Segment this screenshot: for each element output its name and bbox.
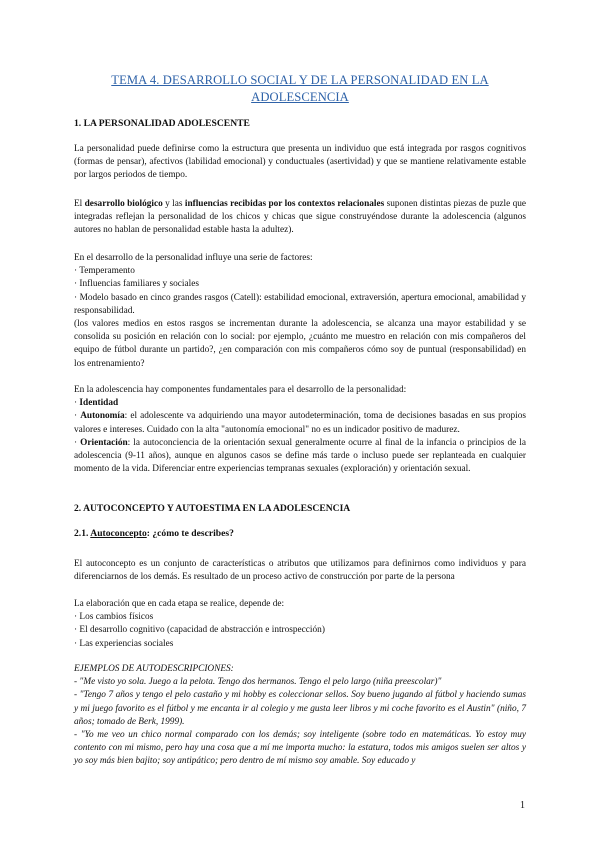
subsection-number: 2.1. <box>74 528 91 539</box>
paragraph-personalidad: La personalidad puede definirse como la estructura que presenta un individuo que está integrada por rasgos cognitivos (formas de pensar), afectivos (labilidad emocional) y conductuales (asertividad) y que se mantiene relativamente estable por largos periodos de tiempo. <box>74 144 526 181</box>
list-item: · Orientación: la autoconciencia de la orientación sexual generalmente ocurre al final de la infancia o principios de la adolescencia (9-11 años), aunque en algunos casos se define más tarde o incluso puede ser replanteada en cualquier momento de la vida. Diferenciar entre experiencias tempranas sexuales (exploración) y orientación sexual. <box>74 437 526 475</box>
list-item: · Temperamento <box>74 266 135 277</box>
bold-term: desarrollo biológico <box>84 199 163 209</box>
page-title: TEMA 4. DESARROLLO SOCIAL Y DE LA PERSONALIDAD EN LA ADOLESCENCIA <box>111 73 489 104</box>
list-item: · Modelo basado en cinco grandes rasgos (Catell): estabilidad emocional, extraversión, apertura emocional, amabilidad y responsabilidad. <box>74 292 526 316</box>
autonomia-text: : el adolescente va adquiriendo una mayor autodeterminación, toma de decisiones basadas en sus propios valores e intereses. Cuidado con la alta "autonomía emocional" no es un indicador positivo de madurez. <box>74 411 527 435</box>
orientacion-text: : la autoconciencia de la orientación sexual generalmente ocurre al final de la infancia o principios de la adolescencia (9-11 años), aunque en algunos casos se define más tarde o incluso puede ser replanteada en cualquier momento de la vida. Diferenciar entre experiencias tempranas sexuales (exploración) y orientación sexual. <box>74 437 526 475</box>
paragraph-desarrollo <box>74 198 526 238</box>
section-heading-1: 1. LA PERSONALIDAD ADOLESCENTE <box>74 118 250 129</box>
elaboracion-intro: La elaboración que en cada etapa se realice, depende de: <box>74 599 285 609</box>
examples-block <box>74 663 526 769</box>
list-item: · Las experiencias sociales <box>74 638 174 649</box>
examples-heading: EJEMPLOS DE AUTODESCRIPCIONES: <box>74 664 234 674</box>
page-number: 1 <box>520 800 525 811</box>
text-span: y las <box>162 199 185 209</box>
autonomia-term: Autonomía <box>80 411 125 422</box>
factors-intro: En el desarrollo de la personalidad influye una serie de factores: <box>74 253 313 263</box>
factors-note: (los valores medios en estos rasgos se incrementan durante la adolescencia, se alcanza una mayor estabilidad y se consolida su posición en relación con lo social: por ejemplo, ¿cuánto me muestro en relación con mis compañeros del equipo de fútbol durante un partido?, ¿en comparación con mis compañeros cómo soy de puntual (responsabilidad) en los entrenamiento? <box>74 319 526 369</box>
example-item: - "Tengo 7 años y tengo el pelo castaño y mi hobby es coleccionar sellos. Soy bueno jugando al fútbol y haciendo sumas y mi juego favorito es el fútbol y me encanta ir al colegio y me gusta leer libros y mi coche favorito es el Austin" (niño, 7 años; tomado de Berk, 1999). <box>74 690 526 727</box>
components-intro: En la adolescencia hay componentes fundamentales para el desarrollo de la personalidad: <box>74 385 407 395</box>
elaboracion-block <box>74 598 526 651</box>
factors-block <box>74 252 526 371</box>
components-block <box>74 384 526 476</box>
example-item: - "Yo me veo un chico normal comparado con los demás; soy inteligente (sobre todo en matemáticas. Yo estoy muy contento con mi mismo, pero hay una cosa que a mí me importa mucho: la estatura, todos mis amigos suelen ser altos y yo soy más bien bajito; soy antipático; pero dentro de mí mismo soy amable. Soy educado y <box>74 730 526 767</box>
paragraph-autoconcepto: El autoconcepto es un conjunto de características o atributos que utilizamos para definirnos como individuos y para diferenciarnos de los demás. Es resultado de un proceso activo de construcción por parte de la persona <box>74 559 526 583</box>
bold-term: influencias recibidas por los contextos relacionales <box>184 199 385 209</box>
orientacion-term: Orientación <box>80 437 128 448</box>
list-item: · Autonomía: el adolescente va adquiriendo una mayor autodeterminación, toma de decisiones basadas en sus propios valores e intereses. Cuidado con la alta "autonomía emocional" no es un indicador positivo de madurez. <box>74 411 527 435</box>
list-item: · El desarrollo cognitivo (capacidad de abstracción e introspección) <box>74 625 325 636</box>
example-item: - "Me visto yo sola. Juego a la pelota. Tengo dos hermanos. Tengo el pelo largo (niña preescolar)" <box>74 677 442 688</box>
subsection-heading-2-1 <box>74 528 234 539</box>
subsection-label: Autoconcepto <box>90 528 147 539</box>
list-item: · Influencias familiares y sociales <box>74 279 199 290</box>
list-item: · Identidad <box>74 398 119 409</box>
list-item: · Los cambios físicos <box>74 612 154 623</box>
text-span: El <box>74 199 85 209</box>
subsection-rest: : ¿cómo te describes? <box>146 528 234 539</box>
section-heading-2: 2. AUTOCONCEPTO Y AUTOESTIMA EN LA ADOLESCENCIA <box>74 503 351 514</box>
identidad-term: Identidad <box>79 398 119 409</box>
text-span: suponen distintas piezas de puzle que integradas reflejan la personalidad de los chicos y chicas que sigue construyéndose durante la adolescencia (algunos autores no hablan de personalidad estable hasta la adultez). <box>74 199 527 236</box>
